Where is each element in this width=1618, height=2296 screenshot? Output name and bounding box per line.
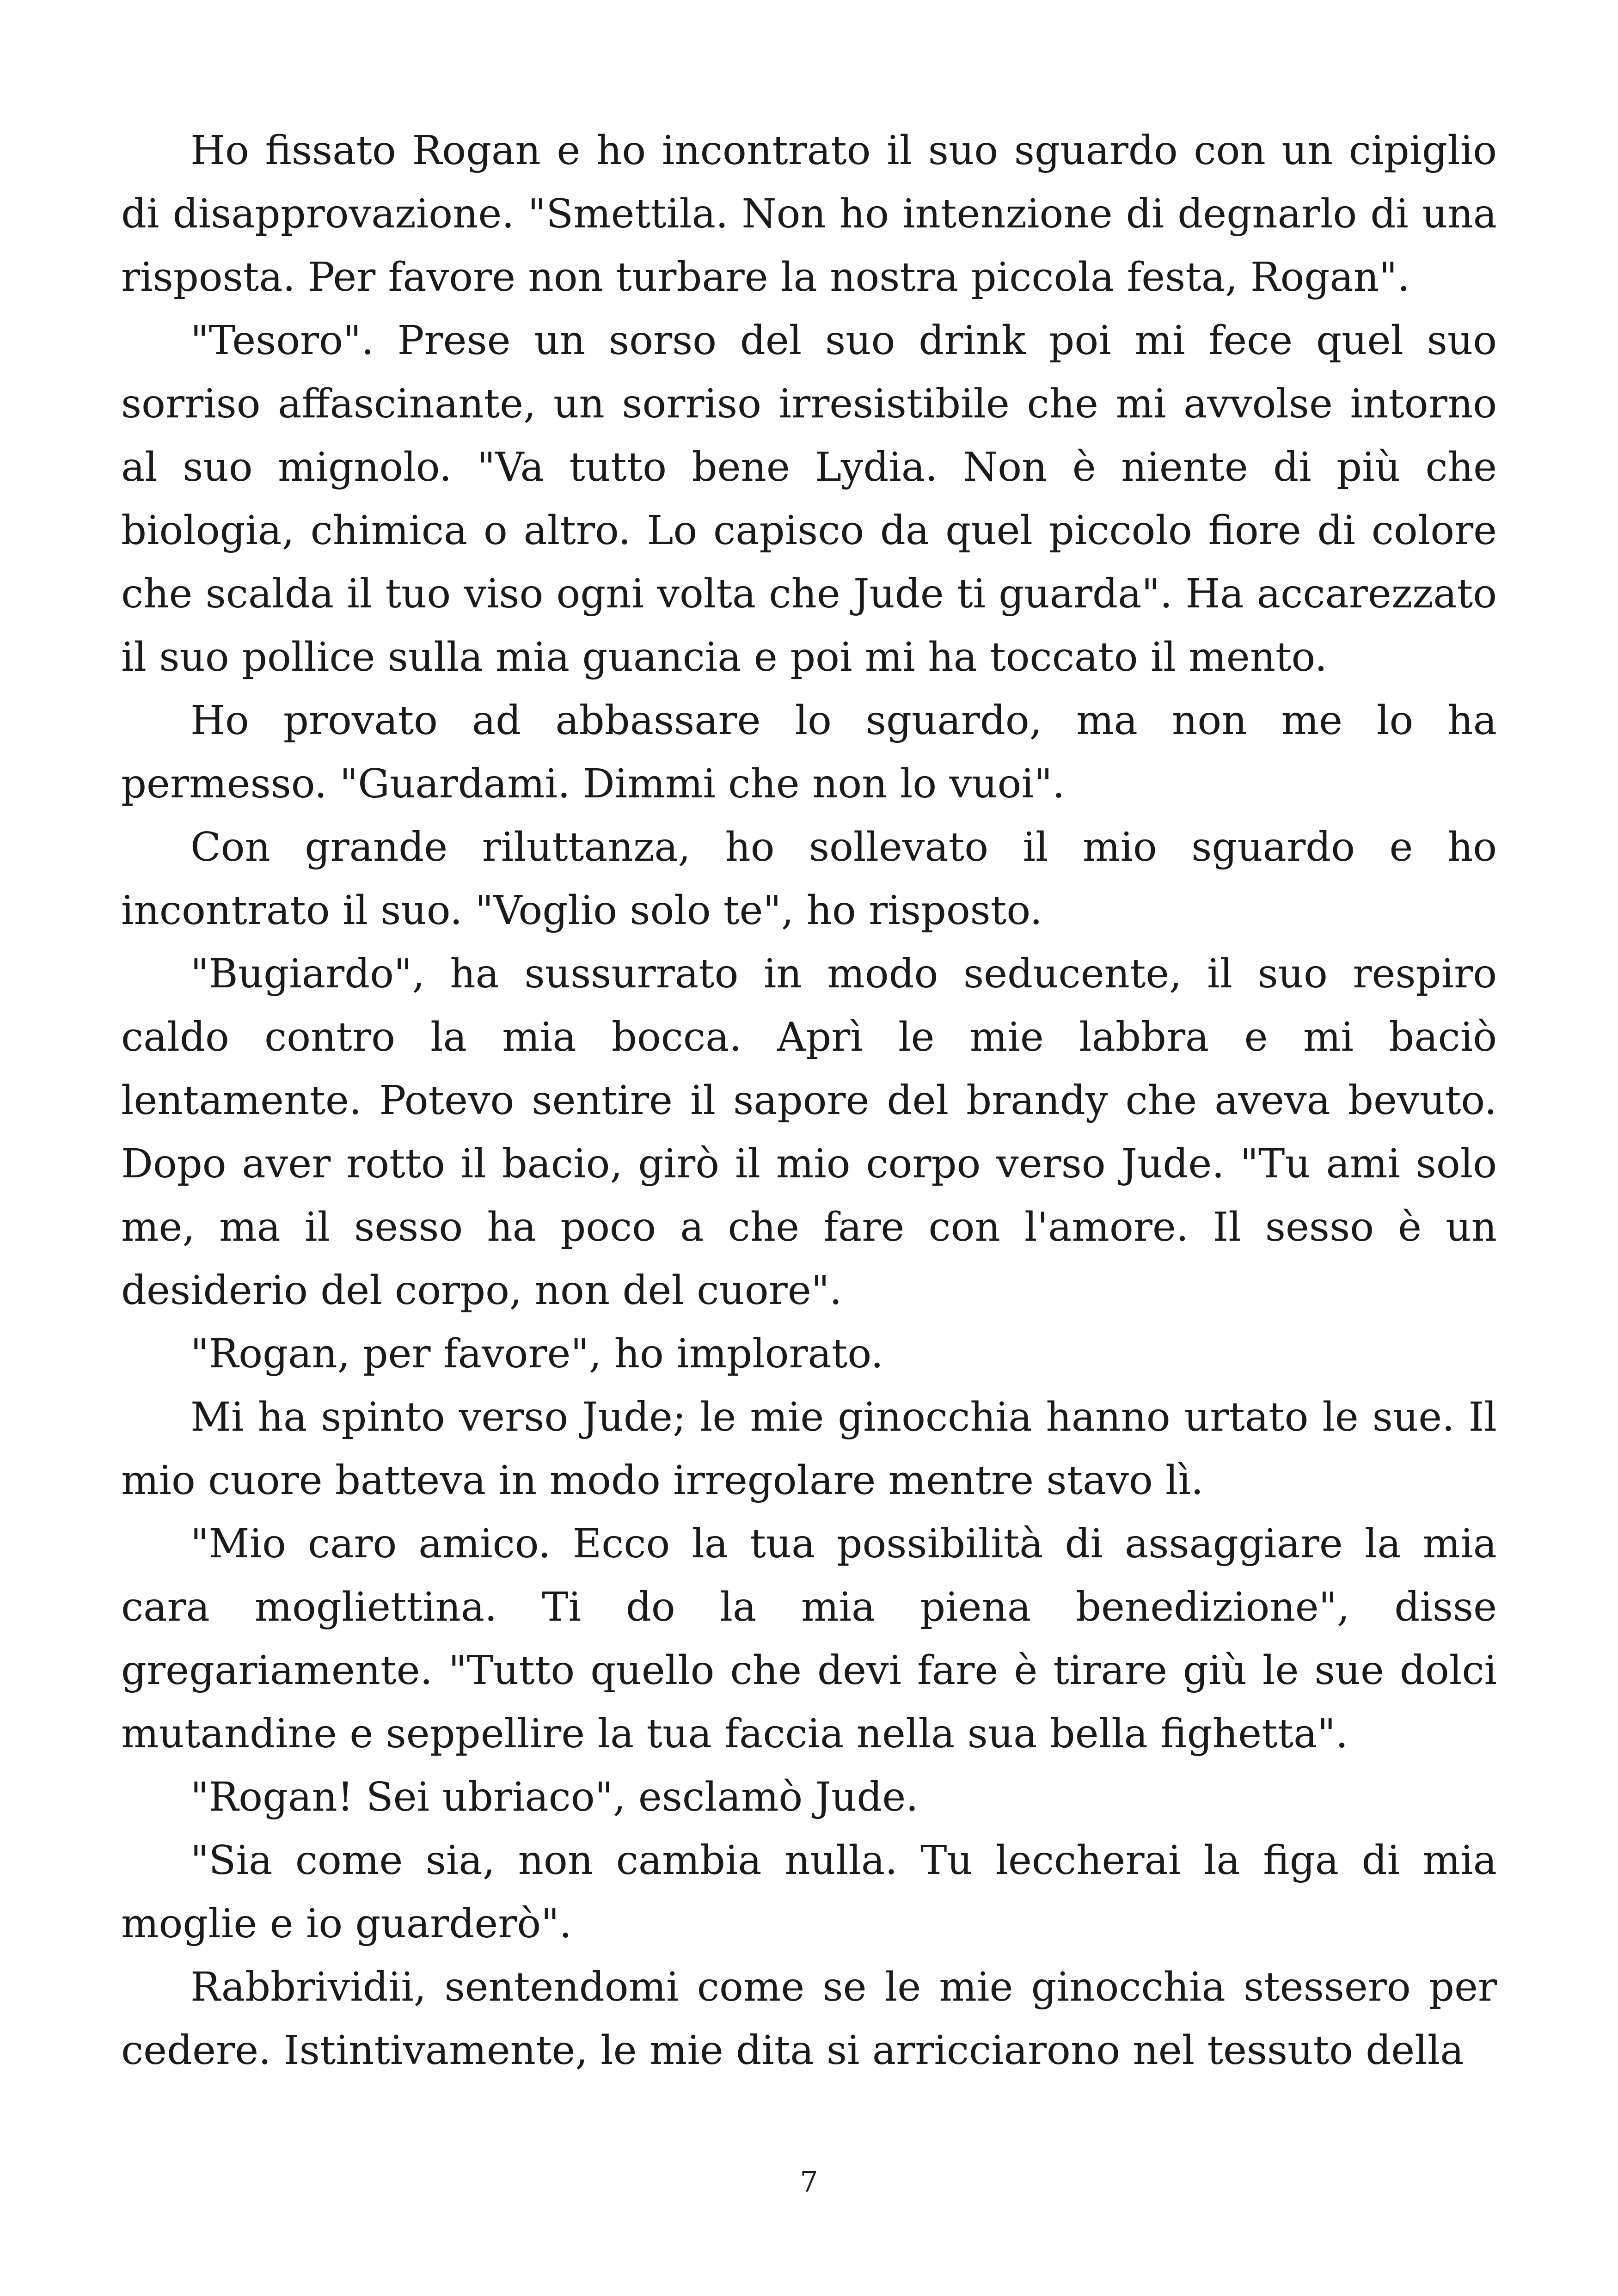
paragraph: Rabbrividii, sentendomi come se le mie ginocchia stessero per cedere. Istintivamente, le mie dita si arricciarono nel tessuto della [121,1964,1497,2074]
paragraph: Con grande riluttanza, ho sollevato il mio sguardo e ho incontrato il suo. "Voglio solo te", ho risposto. [121,824,1497,934]
paragraph: Mi ha spinto verso Jude; le mie ginocchia hanno urtato le sue. Il mio cuore batteva in modo irregolare mentre stavo lì. [121,1394,1497,1504]
paragraph: "Rogan, per favore", ho implorato. [190,1331,883,1377]
paragraph: "Sia come sia, non cambia nulla. Tu leccherai la figa di mia moglie e io guarderò". [121,1837,1497,1947]
paragraph: Ho provato ad abbassare lo sguardo, ma non me lo ha permesso. "Guardami. Dimmi che non lo vuoi". [121,698,1497,807]
paragraph: "Bugiardo", ha sussurrato in modo seducente, il suo respiro caldo contro la mia bocca. Aprì le mie labbra e mi baciò lentamente. Potevo sentire il sapore del brandy che aveva bevuto. Dopo aver rotto il bacio, girò il mio corpo verso Jude. "Tu ami solo me, ma il sesso ha poco a che fare con l'amore. Il sesso è un desiderio del corpo, non del cuore". [121,951,1497,1314]
page-number: 7 [800,2165,818,2198]
paragraph: Ho fissato Rogan e ho incontrato il suo sguardo con un cipiglio di disapprovazione. "Smettila. Non ho intenzione di degnarlo di una risposta. Per favore non turbare la nostra piccola festa, Rogan". [121,128,1497,300]
paragraph: "Mio caro amico. Ecco la tua possibilità di assaggiare la mia cara mogliettina. Ti do la mia piena benedizione", disse gregariamente. "Tutto quello che devi fare è tirare giù le sue dolci mutandine e seppellire la tua faccia nella sua bella fighetta". [121,1521,1497,1757]
page-body [121,119,1497,2082]
paragraph: "Tesoro". Prese un sorso del suo drink poi mi fece quel suo sorriso affascinante, un sorriso irresistibile che mi avvolse intorno al suo mignolo. "Va tutto bene Lydia. Non è niente di più che biologia, chimica o altro. Lo capisco da quel piccolo fiore di colore che scalda il tuo viso ogni volta che Jude ti guarda". Ha accarezzato il suo pollice sulla mia guancia e poi mi ha toccato il mento. [121,318,1497,680]
paragraph: "Rogan! Sei ubriaco", esclamò Jude. [190,1774,919,1820]
